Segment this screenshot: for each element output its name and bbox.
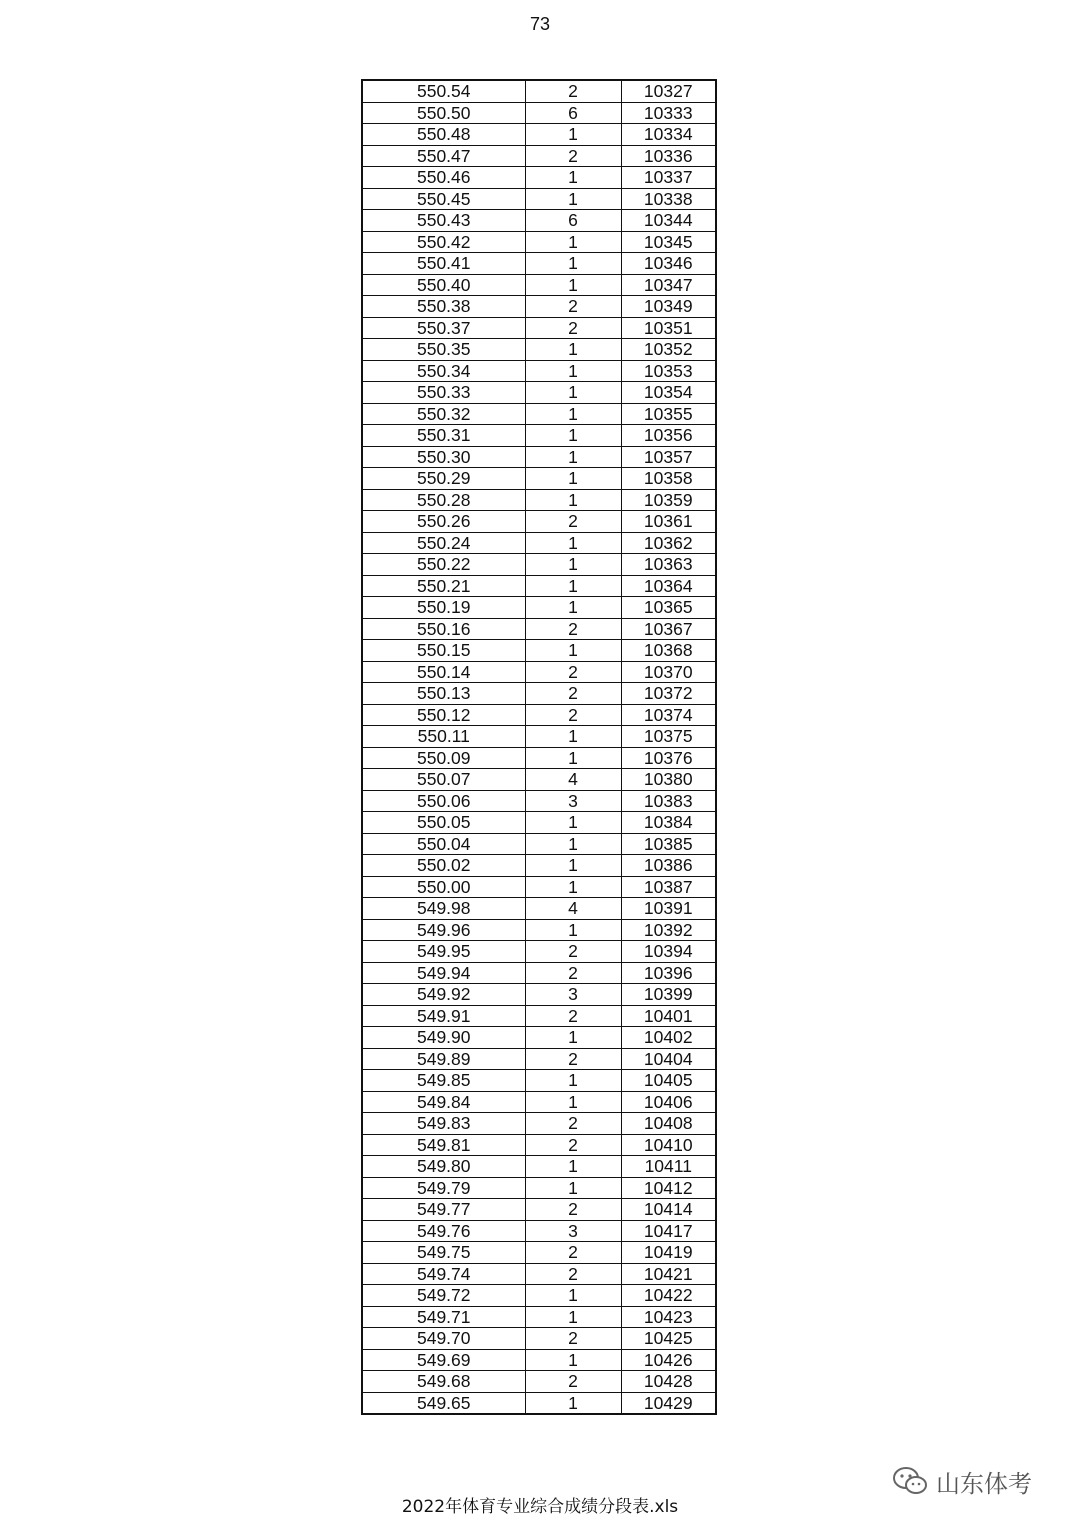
score-cell: 550.33	[362, 382, 525, 404]
count-cell: 1	[525, 597, 621, 619]
table-row	[362, 80, 716, 102]
score-cell: 550.16	[362, 618, 525, 640]
rank-cell: 10422	[621, 1285, 716, 1307]
table-row	[362, 640, 716, 662]
rank-cell: 10333	[621, 102, 716, 124]
table-row	[362, 855, 716, 877]
score-cell: 550.34	[362, 360, 525, 382]
count-cell: 2	[525, 683, 621, 705]
count-cell: 3	[525, 1220, 621, 1242]
count-cell: 1	[525, 360, 621, 382]
table-row	[362, 360, 716, 382]
rank-cell: 10370	[621, 661, 716, 683]
rank-cell: 10372	[621, 683, 716, 705]
count-cell: 2	[525, 1242, 621, 1264]
table-row	[362, 188, 716, 210]
score-cell: 549.98	[362, 898, 525, 920]
rank-cell: 10405	[621, 1070, 716, 1092]
table-row	[362, 1392, 716, 1414]
rank-cell: 10385	[621, 833, 716, 855]
table-row	[362, 1199, 716, 1221]
score-cell: 549.85	[362, 1070, 525, 1092]
table-row	[362, 812, 716, 834]
count-cell: 6	[525, 102, 621, 124]
score-cell: 549.81	[362, 1134, 525, 1156]
score-cell: 549.72	[362, 1285, 525, 1307]
rank-cell: 10376	[621, 747, 716, 769]
count-cell: 2	[525, 80, 621, 102]
score-cell: 549.70	[362, 1328, 525, 1350]
score-cell: 550.00	[362, 876, 525, 898]
table-row	[362, 898, 716, 920]
rank-cell: 10411	[621, 1156, 716, 1178]
score-cell: 550.50	[362, 102, 525, 124]
count-cell: 2	[525, 145, 621, 167]
score-cell: 549.68	[362, 1371, 525, 1393]
count-cell: 2	[525, 1134, 621, 1156]
table-row	[362, 102, 716, 124]
table-row	[362, 984, 716, 1006]
table-body	[362, 80, 716, 1414]
score-cell: 550.13	[362, 683, 525, 705]
table-row	[362, 554, 716, 576]
rank-cell: 10425	[621, 1328, 716, 1350]
count-cell: 1	[525, 876, 621, 898]
rank-cell: 10412	[621, 1177, 716, 1199]
count-cell: 1	[525, 403, 621, 425]
rank-cell: 10338	[621, 188, 716, 210]
table-row	[362, 1113, 716, 1135]
table-row	[362, 747, 716, 769]
table-row	[362, 962, 716, 984]
count-cell: 1	[525, 1177, 621, 1199]
score-table	[361, 79, 717, 1415]
rank-cell: 10336	[621, 145, 716, 167]
table-row	[362, 833, 716, 855]
count-cell: 1	[525, 855, 621, 877]
count-cell: 3	[525, 984, 621, 1006]
table-row	[362, 790, 716, 812]
score-cell: 550.22	[362, 554, 525, 576]
table-row	[362, 167, 716, 189]
score-cell: 549.71	[362, 1306, 525, 1328]
rank-cell: 10406	[621, 1091, 716, 1113]
count-cell: 1	[525, 833, 621, 855]
table-row	[362, 1048, 716, 1070]
table-row	[362, 941, 716, 963]
count-cell: 1	[525, 1156, 621, 1178]
table-row	[362, 296, 716, 318]
table-row	[362, 1005, 716, 1027]
rank-cell: 10327	[621, 80, 716, 102]
rank-cell: 10355	[621, 403, 716, 425]
rank-cell: 10392	[621, 919, 716, 941]
score-cell: 550.31	[362, 425, 525, 447]
score-cell: 550.02	[362, 855, 525, 877]
table-row	[362, 489, 716, 511]
rank-cell: 10337	[621, 167, 716, 189]
count-cell: 1	[525, 554, 621, 576]
watermark-text: 山东体考	[936, 1469, 1032, 1498]
score-cell: 549.91	[362, 1005, 525, 1027]
count-cell: 1	[525, 1285, 621, 1307]
rank-cell: 10357	[621, 446, 716, 468]
count-cell: 1	[525, 1306, 621, 1328]
count-cell: 1	[525, 253, 621, 275]
table-row	[362, 468, 716, 490]
rank-cell: 10391	[621, 898, 716, 920]
count-cell: 1	[525, 726, 621, 748]
score-cell: 549.69	[362, 1349, 525, 1371]
rank-cell: 10419	[621, 1242, 716, 1264]
count-cell: 1	[525, 1349, 621, 1371]
count-cell: 1	[525, 812, 621, 834]
table-row	[362, 1177, 716, 1199]
score-cell: 550.06	[362, 790, 525, 812]
score-cell: 550.14	[362, 661, 525, 683]
score-cell: 550.05	[362, 812, 525, 834]
score-cell: 550.45	[362, 188, 525, 210]
rank-cell: 10374	[621, 704, 716, 726]
rank-cell: 10428	[621, 1371, 716, 1393]
score-cell: 549.92	[362, 984, 525, 1006]
rank-cell: 10359	[621, 489, 716, 511]
count-cell: 1	[525, 382, 621, 404]
rank-cell: 10394	[621, 941, 716, 963]
score-cell: 549.90	[362, 1027, 525, 1049]
table-row	[362, 876, 716, 898]
score-cell: 549.84	[362, 1091, 525, 1113]
rank-cell: 10345	[621, 231, 716, 253]
rank-cell: 10349	[621, 296, 716, 318]
score-cell: 549.96	[362, 919, 525, 941]
count-cell: 1	[525, 489, 621, 511]
rank-cell: 10334	[621, 124, 716, 146]
score-cell: 550.35	[362, 339, 525, 361]
page-number: 73	[529, 14, 551, 34]
rank-cell: 10344	[621, 210, 716, 232]
table-row	[362, 661, 716, 683]
score-cell: 550.42	[362, 231, 525, 253]
score-cell: 549.79	[362, 1177, 525, 1199]
rank-cell: 10404	[621, 1048, 716, 1070]
score-cell: 550.29	[362, 468, 525, 490]
table-row	[362, 1134, 716, 1156]
rank-cell: 10352	[621, 339, 716, 361]
table-row	[362, 511, 716, 533]
count-cell: 4	[525, 769, 621, 791]
score-cell: 549.83	[362, 1113, 525, 1135]
rank-cell: 10365	[621, 597, 716, 619]
score-cell: 550.37	[362, 317, 525, 339]
rank-cell: 10364	[621, 575, 716, 597]
score-cell: 549.95	[362, 941, 525, 963]
table-row	[362, 1263, 716, 1285]
score-cell: 549.76	[362, 1220, 525, 1242]
count-cell: 2	[525, 1328, 621, 1350]
table-row	[362, 1285, 716, 1307]
rank-cell: 10347	[621, 274, 716, 296]
count-cell: 2	[525, 618, 621, 640]
rank-cell: 10408	[621, 1113, 716, 1135]
score-cell: 549.75	[362, 1242, 525, 1264]
rank-cell: 10383	[621, 790, 716, 812]
count-cell: 1	[525, 1070, 621, 1092]
table-row	[362, 1156, 716, 1178]
rank-cell: 10410	[621, 1134, 716, 1156]
score-cell: 549.77	[362, 1199, 525, 1221]
table-row	[362, 317, 716, 339]
table-row	[362, 1091, 716, 1113]
count-cell: 1	[525, 339, 621, 361]
score-cell: 550.28	[362, 489, 525, 511]
score-cell: 549.94	[362, 962, 525, 984]
count-cell: 1	[525, 919, 621, 941]
table-row	[362, 274, 716, 296]
count-cell: 2	[525, 1113, 621, 1135]
table-row	[362, 231, 716, 253]
score-cell: 550.07	[362, 769, 525, 791]
rank-cell: 10367	[621, 618, 716, 640]
rank-cell: 10429	[621, 1392, 716, 1414]
table-row	[362, 919, 716, 941]
count-cell: 3	[525, 790, 621, 812]
count-cell: 1	[525, 425, 621, 447]
count-cell: 2	[525, 317, 621, 339]
rank-cell: 10384	[621, 812, 716, 834]
score-cell: 550.54	[362, 80, 525, 102]
rank-cell: 10356	[621, 425, 716, 447]
score-cell: 550.24	[362, 532, 525, 554]
footer-filename: 2022年体育专业综合成绩分段表.xls	[401, 1497, 679, 1517]
count-cell: 1	[525, 532, 621, 554]
table-row	[362, 1242, 716, 1264]
rank-cell: 10396	[621, 962, 716, 984]
rank-cell: 10361	[621, 511, 716, 533]
table-row	[362, 339, 716, 361]
table-row	[362, 382, 716, 404]
table-row	[362, 425, 716, 447]
count-cell: 2	[525, 1263, 621, 1285]
rank-cell: 10402	[621, 1027, 716, 1049]
table-row	[362, 532, 716, 554]
rank-cell: 10375	[621, 726, 716, 748]
score-cell: 550.43	[362, 210, 525, 232]
count-cell: 1	[525, 1091, 621, 1113]
table-row	[362, 1220, 716, 1242]
table-row	[362, 683, 716, 705]
count-cell: 2	[525, 511, 621, 533]
count-cell: 1	[525, 231, 621, 253]
count-cell: 1	[525, 575, 621, 597]
table-row	[362, 704, 716, 726]
score-cell: 550.09	[362, 747, 525, 769]
table-row	[362, 210, 716, 232]
score-cell: 550.41	[362, 253, 525, 275]
rank-cell: 10362	[621, 532, 716, 554]
count-cell: 1	[525, 468, 621, 490]
table-row	[362, 1371, 716, 1393]
rank-cell: 10387	[621, 876, 716, 898]
count-cell: 2	[525, 1005, 621, 1027]
score-cell: 550.32	[362, 403, 525, 425]
score-cell: 550.12	[362, 704, 525, 726]
count-cell: 2	[525, 704, 621, 726]
table-row	[362, 1306, 716, 1328]
score-cell: 550.30	[362, 446, 525, 468]
rank-cell: 10353	[621, 360, 716, 382]
rank-cell: 10351	[621, 317, 716, 339]
score-cell: 550.19	[362, 597, 525, 619]
table-row	[362, 618, 716, 640]
count-cell: 2	[525, 1048, 621, 1070]
count-cell: 1	[525, 124, 621, 146]
score-cell: 550.15	[362, 640, 525, 662]
count-cell: 2	[525, 941, 621, 963]
score-cell: 550.40	[362, 274, 525, 296]
count-cell: 4	[525, 898, 621, 920]
table-row	[362, 1328, 716, 1350]
rank-cell: 10346	[621, 253, 716, 275]
rank-cell: 10368	[621, 640, 716, 662]
rank-cell: 10386	[621, 855, 716, 877]
count-cell: 2	[525, 661, 621, 683]
rank-cell: 10358	[621, 468, 716, 490]
count-cell: 1	[525, 274, 621, 296]
count-cell: 1	[525, 1027, 621, 1049]
score-cell: 550.38	[362, 296, 525, 318]
count-cell: 2	[525, 962, 621, 984]
rank-cell: 10401	[621, 1005, 716, 1027]
table-row	[362, 1070, 716, 1092]
rank-cell: 10354	[621, 382, 716, 404]
rank-cell: 10421	[621, 1263, 716, 1285]
table-row	[362, 1027, 716, 1049]
table-row	[362, 253, 716, 275]
table-row	[362, 403, 716, 425]
score-cell: 550.04	[362, 833, 525, 855]
score-cell: 549.65	[362, 1392, 525, 1414]
table-row	[362, 597, 716, 619]
rank-cell: 10423	[621, 1306, 716, 1328]
count-cell: 2	[525, 1371, 621, 1393]
count-cell: 1	[525, 1392, 621, 1414]
score-cell: 550.48	[362, 124, 525, 146]
rank-cell: 10426	[621, 1349, 716, 1371]
score-cell: 550.11	[362, 726, 525, 748]
count-cell: 1	[525, 640, 621, 662]
score-cell: 549.89	[362, 1048, 525, 1070]
count-cell: 1	[525, 167, 621, 189]
table-row	[362, 769, 716, 791]
count-cell: 2	[525, 1199, 621, 1221]
table-row	[362, 446, 716, 468]
count-cell: 6	[525, 210, 621, 232]
rank-cell: 10380	[621, 769, 716, 791]
score-cell: 549.80	[362, 1156, 525, 1178]
count-cell: 1	[525, 446, 621, 468]
score-cell: 549.74	[362, 1263, 525, 1285]
rank-cell: 10363	[621, 554, 716, 576]
table-row	[362, 726, 716, 748]
count-cell: 1	[525, 747, 621, 769]
score-cell: 550.47	[362, 145, 525, 167]
table-row	[362, 145, 716, 167]
table-row	[362, 575, 716, 597]
score-cell: 550.46	[362, 167, 525, 189]
score-cell: 550.26	[362, 511, 525, 533]
count-cell: 2	[525, 296, 621, 318]
table-row	[362, 124, 716, 146]
rank-cell: 10417	[621, 1220, 716, 1242]
rank-cell: 10399	[621, 984, 716, 1006]
score-cell: 550.21	[362, 575, 525, 597]
rank-cell: 10414	[621, 1199, 716, 1221]
count-cell: 1	[525, 188, 621, 210]
table-row	[362, 1349, 716, 1371]
